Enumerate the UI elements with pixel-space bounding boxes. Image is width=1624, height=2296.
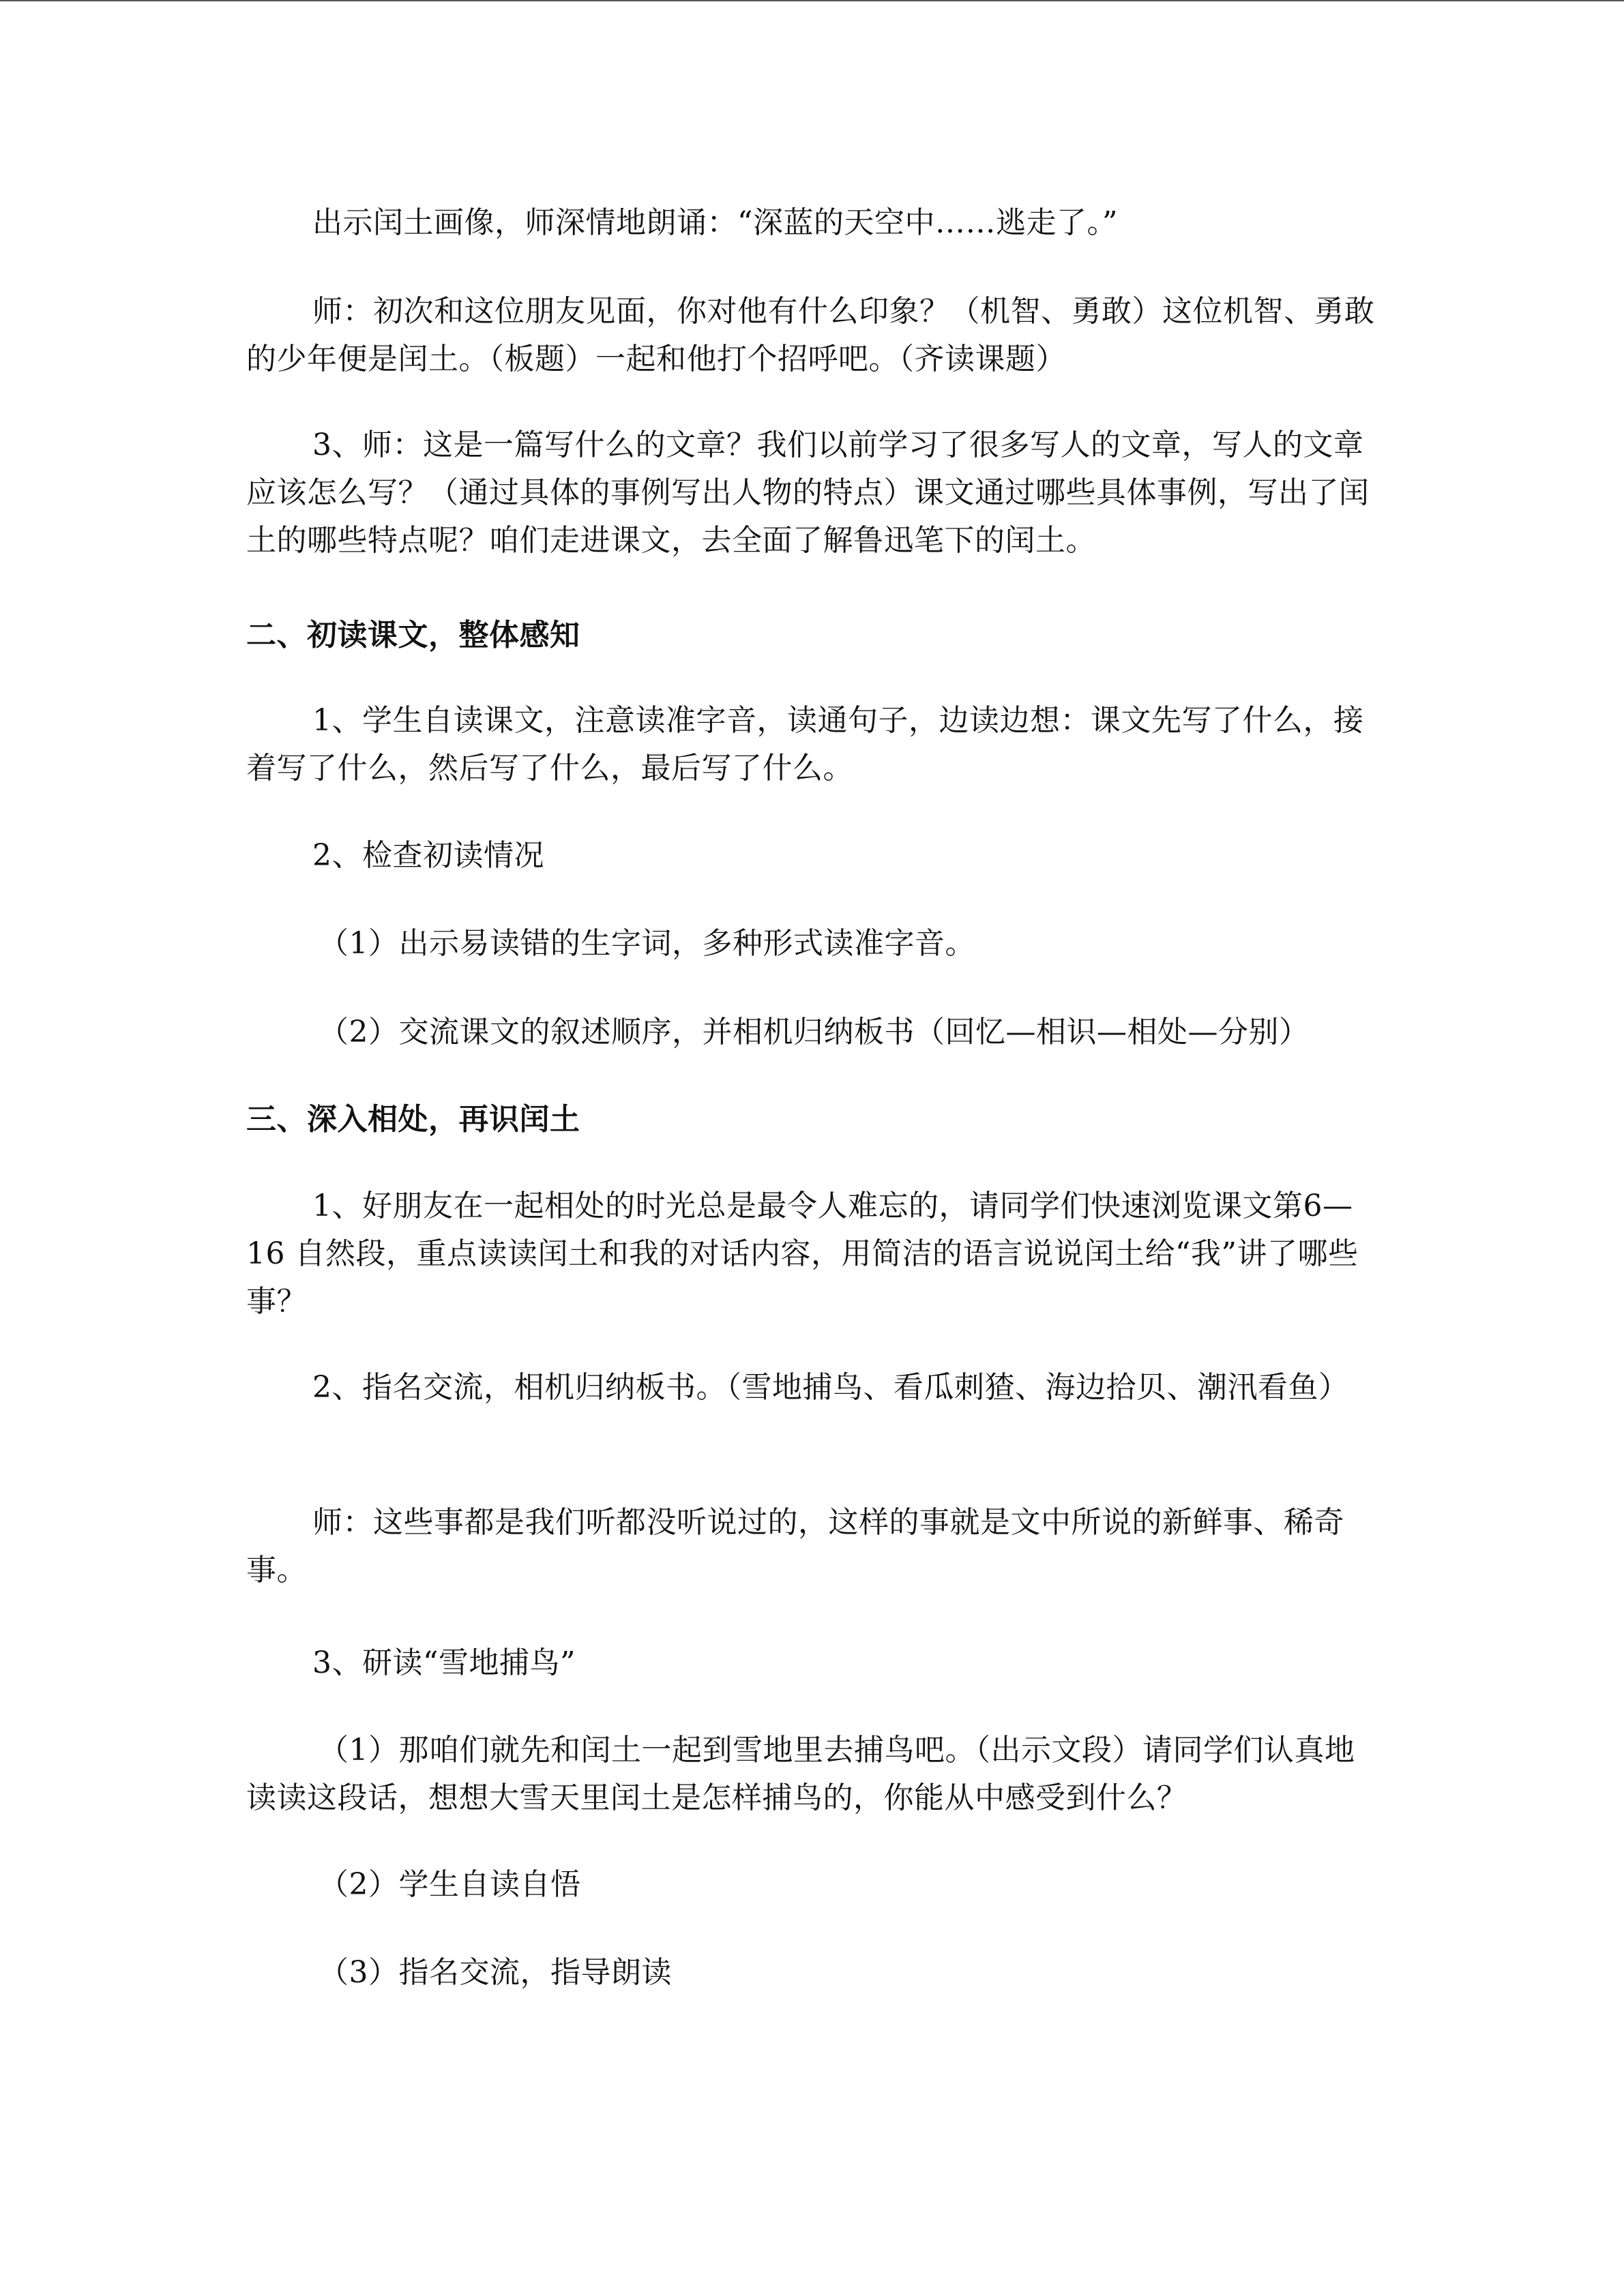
paragraph-sub-2: （2）交流课文的叙述顺序，并相机归纳板书（回忆—相识—相处—分别） <box>319 1015 1310 1049</box>
paragraph-sub-1: （1）出示易读错的生字词，多种形式读准字音。 <box>319 926 975 961</box>
section-heading-3: 三、深入相处，再识闰土 <box>246 1102 580 1137</box>
paragraph-check-reading: 2、检查初读情况 <box>312 838 544 873</box>
section-heading-2: 二、初读课文，整体感知 <box>246 618 580 653</box>
paragraph-browse: 1、好朋友在一起相处的时光总是最令人难忘的，请同学们快速浏览课文第6—16 自然段，重点读读闰土和我的对话内容，用简洁的语言说说闰土给“我”讲了哪些事？ <box>246 1189 1359 1319</box>
paragraph-study-sub-1: （1）那咱们就先和闰土一起到雪地里去捕鸟吧。（出示文段）请同学们认真地读读这段话，想想大雪天里闰土是怎样捕鸟的，你能从中感受到什么？ <box>246 1733 1355 1815</box>
paragraph-step-3: 3、师：这是一篇写什么的文章？我们以前学习了很多写人的文章，写人的文章应该怎么写？（通过具体的事例写出人物的特点）课文通过哪些具体事例，写出了闰土的哪些特点呢？咱们走进课文，去全面了解鲁迅笔下的闰土。 <box>246 428 1370 558</box>
paragraph-exchange: 2、指名交流，相机归纳板书。（雪地捕鸟、看瓜刺猹、海边拾贝、潮汛看鱼） <box>312 1370 1349 1405</box>
paragraph-intro: 出示闰土画像，师深情地朗诵：“深蓝的天空中……逃走了。” <box>312 205 1118 240</box>
paragraph-study-sub-2: （2）学生自读自悟 <box>319 1867 581 1902</box>
paragraph-teacher-question: 师：初次和这位朋友见面，你对他有什么印象？（机智、勇敢）这位机智、勇敢的少年便是闰土。（板题）一起和他打个招呼吧。（齐读课题） <box>246 294 1375 376</box>
paragraph-study-sub-3: （3）指名交流，指导朗读 <box>319 1955 672 1990</box>
paragraph-self-reading: 1、学生自读课文，注意读准字音，读通句子，边读边想：课文先写了什么，接着写了什么，然后写了什么，最后写了什么。 <box>246 703 1364 786</box>
paragraph-teacher-comment: 师：这些事都是我们听都没听说过的，这样的事就是文中所说的新鲜事、稀奇事。 <box>246 1505 1344 1587</box>
paragraph-study: 3、研读“雪地捕鸟” <box>312 1645 576 1680</box>
